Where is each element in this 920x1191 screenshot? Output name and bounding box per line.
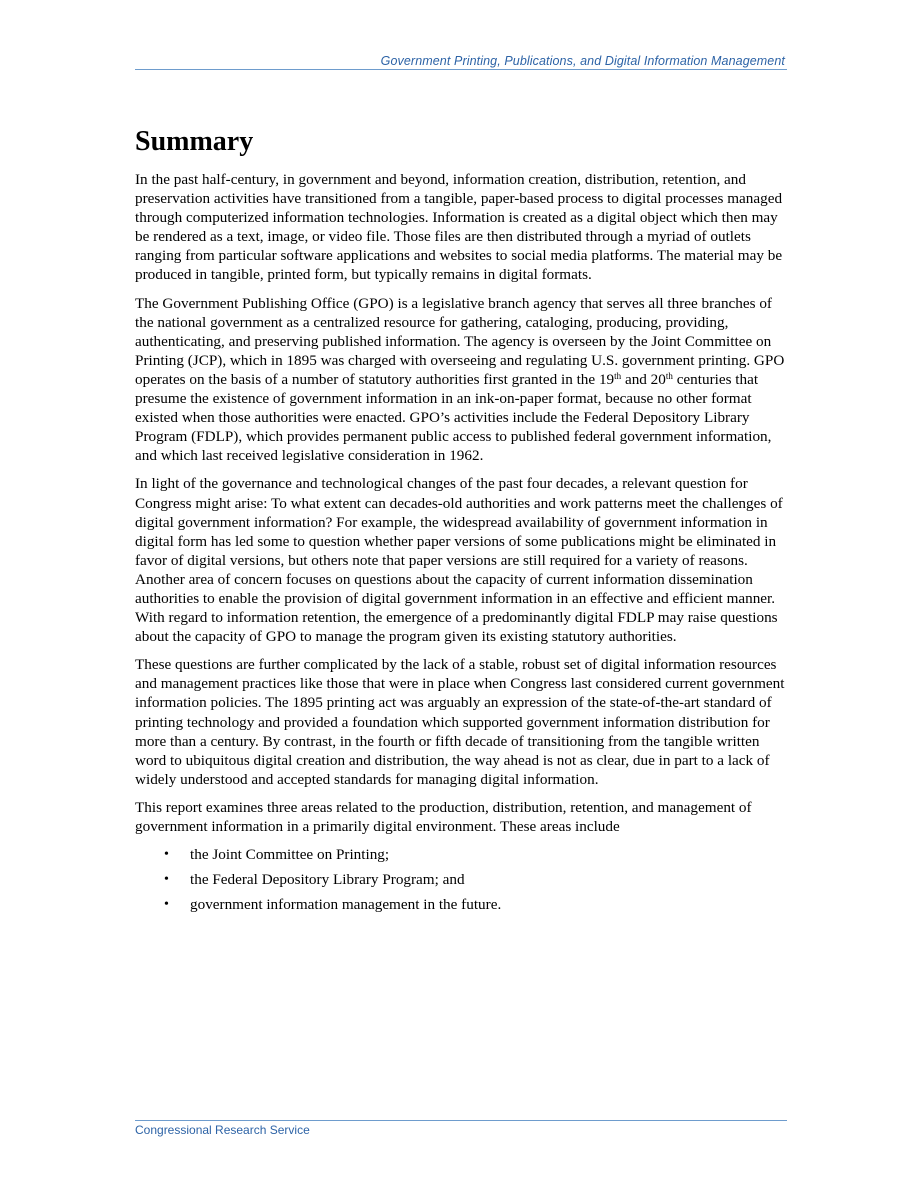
list-item-text: the Joint Committee on Printing; xyxy=(190,846,390,864)
bullet-icon: • xyxy=(164,897,169,913)
page-body xyxy=(135,124,788,920)
list-item xyxy=(135,870,788,889)
paragraph-4: These questions are further complicated by the lack of a stable, robust set of digital information resources and management practices like those that were in place when Congress last considered current government information policies. The 1895 printing act was arguably an expression of the state-of-the-art standard of printing technology and provided a foundation which supported government information distribution for more than a century. By contrast, in the fourth or fifth decade of transitioning from the tangible written word to ubiquitous digital creation and distribution, the way ahead is not as clear, due in part to a lack of widely understood and accepted standards for managing digital information. xyxy=(135,656,785,788)
paragraph-2-part-a: The Government Publishing Office (GPO) is a legislative branch agency that serves all three branches of the national government as a centralized resource for gathering, cataloging, producing, providing, authenticating, and preserving published information. The agency is overseen by the Joint Committee on Printing (JCP), which in 1895 was charged with overseeing and regulating U.S. government printing. GPO operates on the basis of a number of statutory authorities first granted in the 19 xyxy=(135,294,785,388)
bullet-icon: • xyxy=(164,847,169,863)
list-item-text: the Federal Depository Library Program; and xyxy=(190,871,465,889)
header-divider xyxy=(135,69,787,70)
paragraph-1: In the past half-century, in government and beyond, information creation, distribution, retention, and preservation activities have transitioned from a tangible, paper-based process to digital processes managed through computerized information technologies. Information is created as a digital object which then may be rendered as a text, image, or video file. Those files are then distributed through a myriad of outlets ranging from particular software applications and websites to social media platforms. The material may be produced in tangible, printed form, but typically remains in digital formats. xyxy=(135,171,783,284)
paragraph-2-part-b: and 20 xyxy=(621,370,666,388)
list-item xyxy=(135,895,788,914)
paragraph-5: This report examines three areas related to the production, distribution, retention, and management of government information in a primarily digital environment. These areas include xyxy=(135,798,752,835)
list-item xyxy=(135,845,788,864)
bullet-icon: • xyxy=(164,872,169,888)
paragraph-2 xyxy=(135,294,788,466)
paragraph-3: In light of the governance and technological changes of the past four decades, a relevant question for Congress might arise: To what extent can decades-old authorities and work patterns meet the challenges of digital government information? For example, the widespread availability of government information in digital form has led some to question whether paper versions of some publications might be eliminated in favor of digital versions, but others note that paper versions are still required for a variety of reasons. Another area of concern focuses on questions about the capacity of current information dissemination authorities to enable the provision of digital government information in an effective and efficient manner. With regard to information retention, the emergence of a predominantly digital FDLP may raise questions about the capacity of GPO to manage the program given its existing statutory authorities. xyxy=(135,475,783,646)
paragraph-2-part-c: centuries that presume the existence of government information in an ink-on-paper format, because no other format existed when those authorities were enacted. GPO’s activities include the Federal Depository Library Program (FDLP), which provides permanent public access to published federal government information, and which last received legislative consideration in 1962. xyxy=(135,370,772,465)
footer-divider xyxy=(135,1120,787,1121)
list-item-text: government information management in the future. xyxy=(190,896,502,914)
section-title: Summary xyxy=(135,126,254,157)
bullet-list xyxy=(135,845,788,914)
superscript-th-2: th xyxy=(665,370,673,381)
footer-organization: Congressional Research Service xyxy=(135,1123,310,1137)
superscript-th-1: th xyxy=(614,370,622,381)
running-header: Government Printing, Publications, and Digital Information Management xyxy=(380,54,785,68)
